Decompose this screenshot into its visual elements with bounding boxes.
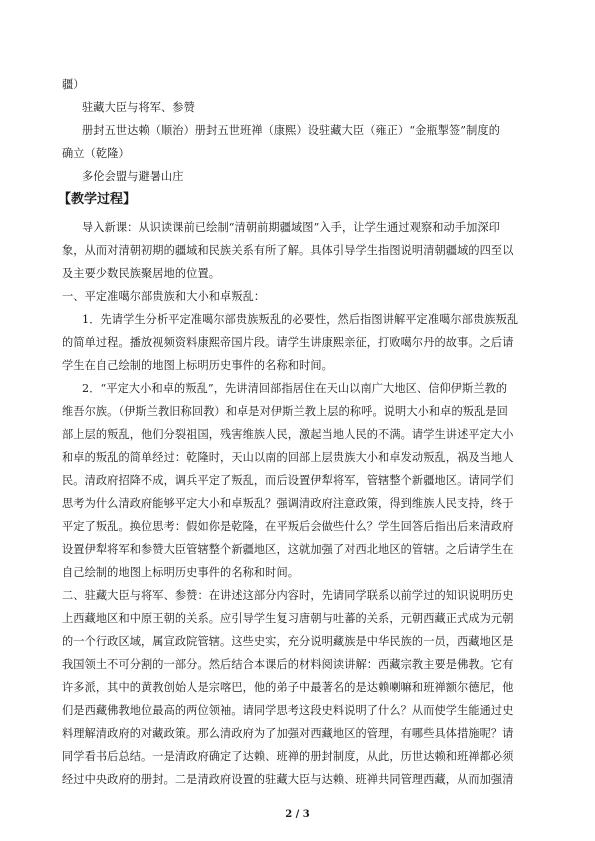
text-line: 一、平定准噶尔部贵族和大小和卓叛乱： (62, 290, 266, 303)
text-line: 维吾尔族。（伊斯兰教旧称回教）和卓是对伊斯兰教上层的称呼。说明大小和卓的叛乱是回 (62, 405, 508, 418)
text-line: 二、驻藏大臣与将军、参赞：在讲述这部分内容时，先请同学联系以前学过的知识说明历史 (62, 589, 514, 602)
text-line: 自己绘制的地图上标明历史事件的名称和时间。 (62, 566, 300, 579)
text-line: 料理解清政府的对藏政策。那么清政府为了加强对西藏地区的管理，有哪些具体措施呢？请 (62, 727, 514, 740)
text-line: 经过中央政府的册封。二是清政府设置的驻藏大臣与达赖、班禅共同管理西藏，从而加强清 (62, 773, 514, 786)
text-line: 许多派，其中的黄教创始人是宗喀巴，他的弟子中最著名的是达赖喇嘛和班禅额尔德尼，他 (62, 681, 514, 694)
text-line: 我国领土不可分割的一部分。然后结合本课后的材料阅读讲解：西藏宗教主要是佛教。它有 (62, 658, 514, 671)
text-line: 部上层的叛乱，他们分裂祖国，残害维族人民，激起当地人民的不满。请学生讲述平定大小 (62, 428, 514, 441)
page-number: 2 / 3 (285, 809, 310, 820)
text-line: 确立（乾隆） (62, 147, 130, 160)
text-line: 多伦会盟与避暑山庄 (82, 170, 184, 183)
text-line: 和卓的叛乱的简单经过：乾隆时，天山以南的回部上层贵族大小和卓发动叛乱，祸及当地人 (62, 451, 514, 464)
text-line: 上西藏地区和中原王朝的关系。应引导学生复习唐朝与吐蕃的关系，元朝西藏正式成为元朝 (62, 612, 514, 625)
text-line: 的一个行政区域，属宣政院管辖。这些史实，充分说明藏族是中华民族的一员，西藏地区是 (62, 635, 514, 648)
text-line: 驻藏大臣与将军、参赞 (82, 101, 195, 114)
text-line: 象，从而对清朝初期的疆域和民族关系有所了解。具体引导学生指图说明清朝疆域的四至以 (62, 244, 514, 257)
text-line: 思考为什么清政府能够平定大小和卓叛乱？强调清政府注意政策，得到维族人民支持，终于 (62, 497, 514, 510)
text-line: 及主要少数民族聚居地的位置。 (62, 267, 221, 280)
text-line: 同学看书后总结。一是清政府确定了达赖、班禅的册封制度，从此，历世达赖和班禅都必须 (62, 750, 514, 763)
text-line: 设置伊犁将军和参赞大臣管辖整个新疆地区，这就加强了对西北地区的管辖。之后请学生在 (62, 543, 514, 556)
text-line: 平定了叛乱。换位思考：假如你是乾隆，在平叛后会做些什么？学生回答后指出后来清政府 (62, 520, 514, 533)
text-line: 1．先请学生分析平定准噶尔部贵族叛乱的必要性，然后指图讲解平定准噶尔部贵族叛乱 (82, 313, 519, 326)
text-line: 导入新课：从识读课前已绘制“清朝前期疆域图”入手，让学生通过观察和动手加深印 (82, 221, 500, 234)
text-line: 民。清政府招降不成，调兵平定了叛乱，而后设置伊犁将军，管辖整个新疆地区。请同学们 (62, 474, 514, 487)
text-line: 学生在自己绘制的地图上标明历史事件的名称和时间。 (62, 359, 333, 372)
text-line: 们是西藏佛教地位最高的两位领袖。请同学思考这段史料说明了什么？从而使学生能通过史 (62, 704, 514, 717)
text-line: 2．“平定大小和卓的叛乱”，先讲清回部指居住在天山以南广大地区、信仰伊斯兰教的 (82, 382, 508, 395)
text-line: 疆） (62, 78, 85, 91)
text-line: 的简单过程。播放视频资料康熙帝国片段。请学生讲康熙亲征，打败噶尔丹的故事。之后请 (62, 336, 514, 349)
section-heading: 【教学过程】 (58, 192, 137, 207)
text-line: 册封五世达赖（顺治）册封五世班禅（康熙）设驻藏大臣（雍正）“金瓶掣签”制度的 (82, 124, 500, 137)
